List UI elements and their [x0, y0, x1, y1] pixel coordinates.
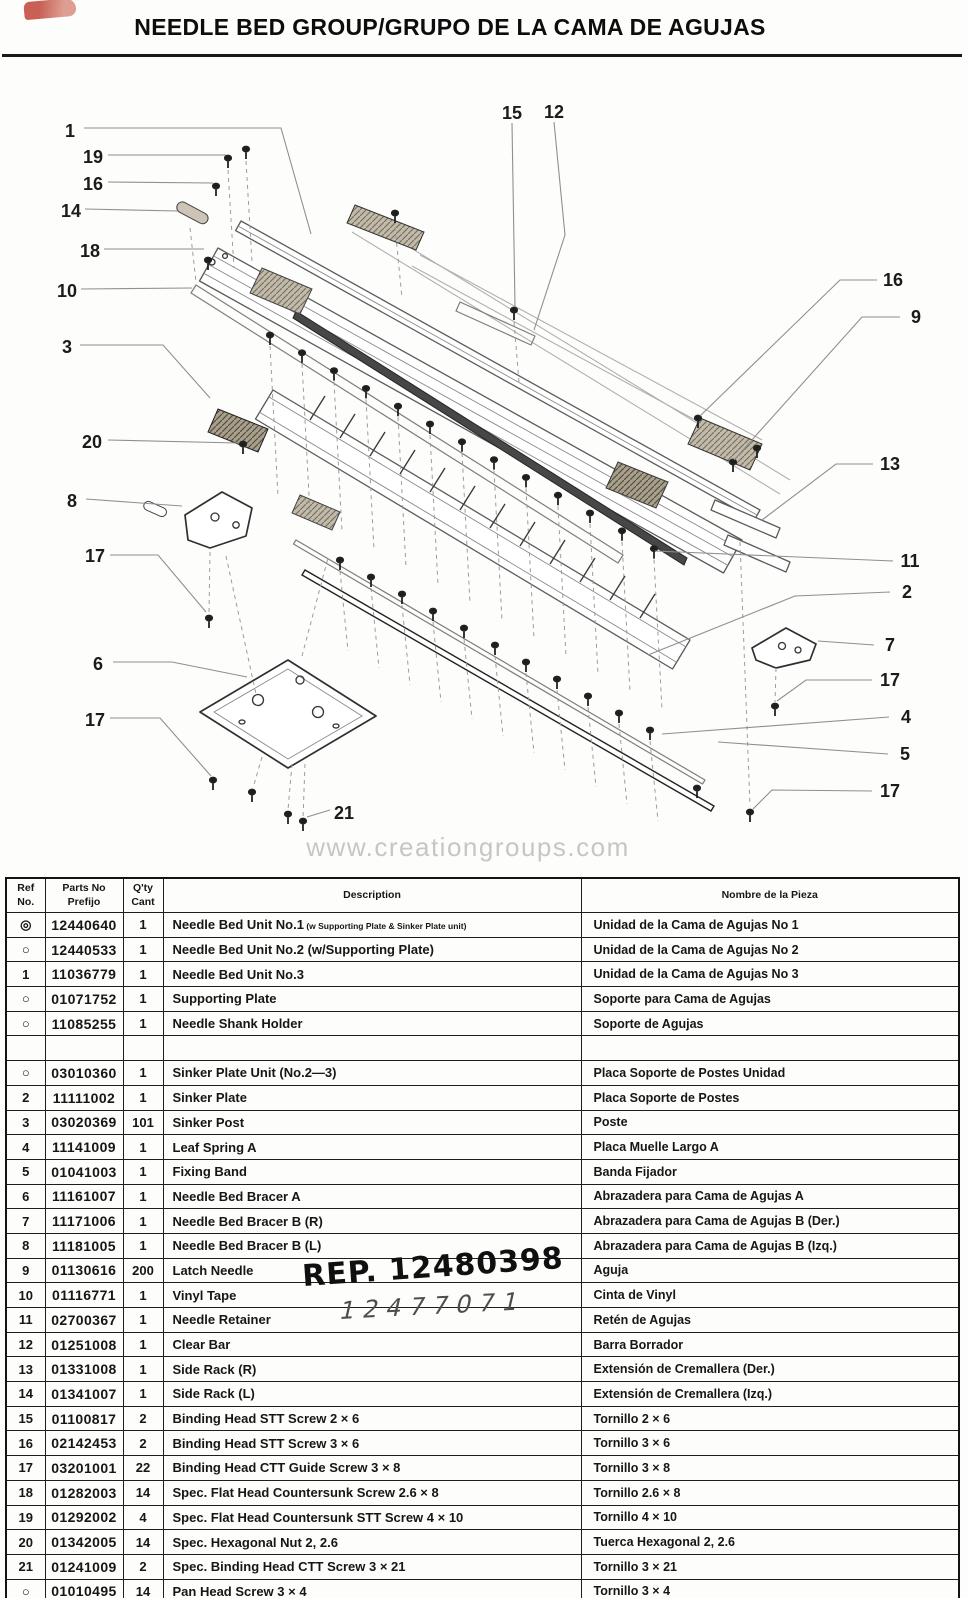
- cell-ref: 13: [6, 1357, 45, 1382]
- assembly-guide-line: [340, 571, 348, 651]
- cell-description: Needle Shank Holder: [163, 1011, 581, 1036]
- cell-ref: ○: [6, 1011, 45, 1036]
- cell-ref: 19: [6, 1505, 45, 1530]
- cell-description: Needle Bed Bracer B (L): [163, 1233, 581, 1258]
- cell-nombre: Tornillo 2.6 × 8: [581, 1480, 959, 1505]
- leader-line: [80, 345, 210, 398]
- table-row: [6, 1011, 959, 1036]
- sinker-plate-unit: [347, 205, 424, 250]
- cell-nombre: Unidad de la Cama de Agujas No 1: [581, 913, 959, 938]
- cell-part-no: 01130616: [45, 1258, 123, 1283]
- cell-qty: 2: [123, 1554, 163, 1579]
- callout-number: 17: [879, 670, 901, 690]
- cell-part-no: 02142453: [45, 1431, 123, 1456]
- cell-nombre: Poste: [581, 1110, 959, 1135]
- cell-part-no: 01331008: [45, 1357, 123, 1382]
- cell-part-no: 11111002: [45, 1085, 123, 1110]
- screw-icon: [619, 528, 625, 541]
- leader-line: [718, 742, 888, 754]
- screw-icon: [267, 332, 273, 345]
- cell-qty: 1: [123, 1159, 163, 1184]
- screw-icon: [772, 704, 778, 717]
- cell-part-no: 11036779: [45, 962, 123, 987]
- cell-nombre: Placa Soporte de Postes: [581, 1085, 959, 1110]
- table-row: [6, 1061, 959, 1086]
- screw-icon: [647, 727, 653, 740]
- cell-ref: ○: [6, 937, 45, 962]
- callout-number: 17: [879, 781, 901, 801]
- screw-icon: [511, 308, 517, 321]
- cell-qty: 22: [123, 1456, 163, 1481]
- screw-icon: [492, 643, 498, 656]
- cell-qty: 1: [123, 1011, 163, 1036]
- cell-description: Sinker Post: [163, 1110, 581, 1135]
- cell-qty: 1: [123, 1332, 163, 1357]
- cell-description: Needle Bed Unit No.3: [163, 962, 581, 987]
- assembly-guide-line: [190, 228, 196, 282]
- cell-qty: 1: [123, 1357, 163, 1382]
- cell-description: Spec. Binding Head CTT Screw 3 × 21: [163, 1554, 581, 1579]
- screw-icon: [554, 677, 560, 690]
- cell-part-no: 03010360: [45, 1061, 123, 1086]
- cell-nombre: Abrazadera para Cama de Agujas A: [581, 1184, 959, 1209]
- leader-line: [110, 718, 211, 776]
- cell-nombre: Tornillo 4 × 10: [581, 1505, 959, 1530]
- cell-ref: 14: [6, 1382, 45, 1407]
- cell-part-no: 01341007: [45, 1382, 123, 1407]
- cell-nombre: Tornillo 2 × 6: [581, 1406, 959, 1431]
- cell-ref: 4: [6, 1135, 45, 1160]
- cell-ref: 6: [6, 1184, 45, 1209]
- cell-description: Fixing Band: [163, 1159, 581, 1184]
- assembly-guide-line: [775, 668, 776, 702]
- latch-needle-pack: [688, 418, 762, 470]
- cell-ref: 17: [6, 1456, 45, 1481]
- callout-number: 2: [901, 582, 913, 602]
- handwritten-note-1: REP. 12480398: [301, 1240, 565, 1295]
- cell-qty: 1: [123, 913, 163, 938]
- table-row: [6, 1209, 959, 1234]
- cell-description: Binding Head STT Screw 3 × 6: [163, 1431, 581, 1456]
- screw-icon: [616, 711, 622, 724]
- cell-part-no: 03020369: [45, 1110, 123, 1135]
- cell-nombre: Soporte de Agujas: [581, 1011, 959, 1036]
- cell-part-no: 12440533: [45, 937, 123, 962]
- screw-icon: [585, 694, 591, 707]
- cell-qty: 1: [123, 1085, 163, 1110]
- watermark: www.creationgroups.com: [306, 832, 630, 862]
- cell-ref: 16: [6, 1431, 45, 1456]
- leader-line: [307, 810, 330, 817]
- table-row: [6, 1554, 959, 1579]
- cell-nombre: Tornillo 3 × 21: [581, 1554, 959, 1579]
- callout-number: 5: [899, 744, 911, 764]
- screw-icon: [206, 616, 212, 629]
- cell-nombre: Barra Borrador: [581, 1332, 959, 1357]
- cell-part-no: 11181005: [45, 1233, 123, 1258]
- leader-line: [753, 790, 872, 809]
- cell-description: Side Rack (L): [163, 1382, 581, 1407]
- table-header: [6, 878, 959, 913]
- header-row: [6, 878, 959, 913]
- cell-description: Needle Retainer: [163, 1308, 581, 1333]
- leader-line: [534, 122, 565, 330]
- callout-number: 17: [84, 710, 106, 730]
- assembly-guide-line: [253, 757, 262, 788]
- cell-nombre: Banda Fijador: [581, 1159, 959, 1184]
- cell-ref: ○: [6, 1061, 45, 1086]
- screw-icon: [459, 439, 465, 452]
- spacer-row: [6, 1036, 959, 1061]
- cell-ref: 1: [6, 962, 45, 987]
- table-row: [6, 1431, 959, 1456]
- screw-icon: [491, 457, 497, 469]
- cell-nombre: Extensión de Cremallera (Der.): [581, 1357, 959, 1382]
- cell-part-no: 01010495: [45, 1579, 123, 1598]
- cell-qty: 14: [123, 1480, 163, 1505]
- cell-qty: 1: [123, 1382, 163, 1407]
- leader-line: [86, 499, 182, 506]
- table-row: [6, 1382, 959, 1407]
- screw-icon: [399, 591, 405, 604]
- empty-cell: [6, 1036, 45, 1061]
- screw-icon: [285, 811, 291, 824]
- description-fineprint: (w Supporting Plate & Sinker Plate unit): [303, 921, 467, 932]
- leader-line: [777, 680, 872, 701]
- screw-icon: [213, 184, 219, 197]
- callout-number: 14: [60, 201, 82, 221]
- cell-part-no: 01251008: [45, 1332, 123, 1357]
- leader-line: [512, 123, 515, 306]
- callout-number: 10: [56, 281, 78, 301]
- cell-part-no: 12440640: [45, 913, 123, 938]
- table-row: [6, 1159, 959, 1184]
- callout-number: 15: [501, 103, 523, 123]
- cell-part-no: 01342005: [45, 1530, 123, 1555]
- cell-part-no: 11161007: [45, 1184, 123, 1209]
- table-row: [6, 937, 959, 962]
- screw-icon: [587, 510, 593, 523]
- bracer-a-plate: [200, 660, 376, 768]
- empty-cell: [581, 1036, 959, 1061]
- leader-line: [110, 555, 206, 612]
- callout-number: 8: [66, 491, 78, 511]
- table-row: [6, 1505, 959, 1530]
- table-row: [6, 1579, 959, 1598]
- callout-number: 3: [61, 337, 73, 357]
- screw-icon: [555, 493, 561, 506]
- callout-number: 17: [84, 546, 106, 566]
- assembly-guide-line: [246, 161, 252, 262]
- fixing-band: [302, 570, 714, 811]
- cell-ref: 18: [6, 1480, 45, 1505]
- cell-part-no: 01041003: [45, 1159, 123, 1184]
- cell-description: Spec. Flat Head Countersunk Screw 2.6 × 8: [163, 1480, 581, 1505]
- cell-nombre: Cinta de Vinyl: [581, 1283, 959, 1308]
- callout-number: 13: [879, 454, 901, 474]
- cell-ref: ○: [6, 1579, 45, 1598]
- screw-icon: [523, 660, 529, 673]
- cell-ref: 9: [6, 1258, 45, 1283]
- cell-part-no: 01241009: [45, 1554, 123, 1579]
- cell-nombre: Tornillo 3 × 4: [581, 1579, 959, 1598]
- cell-nombre: Placa Soporte de Postes Unidad: [581, 1061, 959, 1086]
- cell-description: Spec. Hexagonal Nut 2, 2.6: [163, 1530, 581, 1555]
- cell-ref: 5: [6, 1159, 45, 1184]
- cell-nombre: Placa Muelle Largo A: [581, 1135, 959, 1160]
- table-row: [6, 1456, 959, 1481]
- table-row: [6, 1530, 959, 1555]
- screw-icon: [747, 810, 753, 823]
- callout-number: 21: [333, 803, 355, 823]
- cell-ref: 21: [6, 1554, 45, 1579]
- cell-part-no: 11141009: [45, 1135, 123, 1160]
- cell-qty: 1: [123, 1135, 163, 1160]
- cell-part-no: 01282003: [45, 1480, 123, 1505]
- cell-part-no: 03201001: [45, 1456, 123, 1481]
- cell-qty: 1: [123, 1184, 163, 1209]
- cell-nombre: Tornillo 3 × 8: [581, 1456, 959, 1481]
- cell-qty: 1: [123, 1233, 163, 1258]
- cell-qty: 2: [123, 1431, 163, 1456]
- cell-description: Binding Head CTT Guide Screw 3 × 8: [163, 1456, 581, 1481]
- assembly-guide-line: [464, 639, 472, 719]
- cell-nombre: Extensión de Cremallera (Izq.): [581, 1382, 959, 1407]
- empty-cell: [163, 1036, 581, 1061]
- callout-number: 4: [900, 707, 912, 727]
- cell-nombre: Aguja: [581, 1258, 959, 1283]
- cell-qty: 1: [123, 1061, 163, 1086]
- parts-list: [5, 877, 960, 1598]
- assembly-guide-line: [209, 552, 210, 614]
- table-row: [6, 987, 959, 1012]
- cell-description: Leaf Spring A: [163, 1135, 581, 1160]
- cell-description: Sinker Plate Unit (No.2—3): [163, 1061, 581, 1086]
- cell-qty: 1: [123, 1283, 163, 1308]
- cell-ref: ○: [6, 987, 45, 1012]
- cell-part-no: 01116771: [45, 1283, 123, 1308]
- callout-number: 16: [882, 270, 904, 290]
- callout-number: 18: [79, 241, 101, 261]
- assembly-guide-line: [288, 764, 292, 810]
- table-row: [6, 962, 959, 987]
- callout-number: 7: [884, 635, 896, 655]
- empty-cell: [45, 1036, 123, 1061]
- callout-number: 20: [81, 432, 103, 452]
- cell-part-no: 02700367: [45, 1308, 123, 1333]
- cell-qty: 1: [123, 962, 163, 987]
- screw-icon: [299, 350, 305, 363]
- screw-icon: [730, 460, 736, 473]
- screw-icon: [225, 156, 231, 169]
- cell-ref: 3: [6, 1110, 45, 1135]
- cell-qty: 200: [123, 1258, 163, 1283]
- cell-description: Binding Head STT Screw 2 × 6: [163, 1406, 581, 1431]
- cell-qty: 101: [123, 1110, 163, 1135]
- cell-part-no: 01071752: [45, 987, 123, 1012]
- header-ref: Ref No.: [6, 878, 45, 913]
- cell-nombre: Retén de Agujas: [581, 1308, 959, 1333]
- handwritten-note-2: 12477071: [336, 1286, 530, 1326]
- screw-icon: [300, 818, 306, 831]
- cell-qty: 14: [123, 1579, 163, 1598]
- cell-nombre: Unidad de la Cama de Agujas No 3: [581, 962, 959, 987]
- screw-icon: [363, 386, 369, 399]
- empty-cell: [123, 1036, 163, 1061]
- assembly-guide-line: [433, 622, 441, 702]
- cell-nombre: Soporte para Cama de Agujas: [581, 987, 959, 1012]
- page-title: NEEDLE BED GROUP/GRUPO DE LA CAMA DE AGUJAS: [134, 14, 766, 40]
- screw-icon: [240, 442, 246, 455]
- leader-line: [818, 641, 874, 645]
- cell-nombre: Tuerca Hexagonal 2, 2.6: [581, 1530, 959, 1555]
- cell-ref: 15: [6, 1406, 45, 1431]
- header-parts-no: Parts No Prefijo: [45, 878, 123, 913]
- cell-qty: 1: [123, 987, 163, 1012]
- callout-number: 9: [910, 307, 922, 327]
- cell-ref: 10: [6, 1283, 45, 1308]
- assembly-guide-line: [650, 741, 658, 821]
- table-row: [6, 1357, 959, 1382]
- cell-part-no: 11085255: [45, 1011, 123, 1036]
- cell-part-no: 01100817: [45, 1406, 123, 1431]
- leader-line: [662, 717, 889, 734]
- bracer-b-right: [752, 628, 816, 668]
- cell-ref: 7: [6, 1209, 45, 1234]
- cell-description: Spec. Flat Head Countersunk STT Screw 4 × 10: [163, 1505, 581, 1530]
- callout-number: 6: [92, 654, 104, 674]
- cell-ref: 11: [6, 1308, 45, 1333]
- table-row: [6, 1085, 959, 1110]
- cell-nombre: Unidad de la Cama de Agujas No 2: [581, 937, 959, 962]
- leader-line: [700, 280, 877, 416]
- table-row: [6, 1110, 959, 1135]
- cell-ref: 12: [6, 1332, 45, 1357]
- leader-line: [762, 464, 873, 520]
- callout-number: 1: [64, 121, 76, 141]
- callout-number: 11: [900, 551, 920, 571]
- header-description: Description: [163, 878, 581, 913]
- cell-qty: 1: [123, 1209, 163, 1234]
- cell-description: Needle Bed Unit No.2 (w/Supporting Plate): [163, 937, 581, 962]
- parts-table: [5, 877, 960, 1598]
- cell-nombre: Abrazadera para Cama de Agujas B (Izq.): [581, 1233, 959, 1258]
- leader-line: [81, 288, 192, 289]
- cell-description: Clear Bar: [163, 1332, 581, 1357]
- table-row: [6, 1480, 959, 1505]
- table-row: [6, 1406, 959, 1431]
- header-nombre: Nombre de la Pieza: [581, 878, 959, 913]
- cell-description: Needle Bed Bracer B (R): [163, 1209, 581, 1234]
- cell-description: Supporting Plate: [163, 987, 581, 1012]
- assembly-guide-line: [495, 656, 503, 736]
- screw-icon: [651, 546, 657, 559]
- cell-qty: 1: [123, 1308, 163, 1333]
- screw-icon: [243, 147, 249, 160]
- screw-icon: [210, 778, 216, 791]
- table-row: [6, 1135, 959, 1160]
- cell-ref: ◎: [6, 913, 45, 938]
- screw-icon: [249, 790, 255, 802]
- cell-ref: 8: [6, 1233, 45, 1258]
- screw-icon: [523, 475, 529, 488]
- rail-detail-line: [238, 226, 757, 515]
- plate-detail-line: [260, 412, 677, 662]
- table-row: [6, 1184, 959, 1209]
- callout-number: 16: [82, 174, 104, 194]
- leader-line: [108, 440, 238, 443]
- cell-description: Needle Bed Unit No.1 (w Supporting Plate & Sinker Plate unit): [163, 913, 581, 938]
- cell-ref: 2: [6, 1085, 45, 1110]
- screw-icon: [337, 557, 343, 570]
- header-qty: Q'ty Cant: [123, 878, 163, 913]
- side-rack-pin: [175, 200, 210, 226]
- cell-description: Side Rack (R): [163, 1357, 581, 1382]
- table-row: [6, 913, 959, 938]
- bracer-pin: [142, 500, 168, 518]
- cell-description: Vinyl Tape: [163, 1283, 581, 1308]
- callout-number: 12: [543, 102, 565, 122]
- cell-part-no: 11171006: [45, 1209, 123, 1234]
- leader-line: [113, 662, 247, 677]
- cell-description: Latch Needle: [163, 1258, 581, 1283]
- cell-qty: 2: [123, 1406, 163, 1431]
- assembly-guide-line: [228, 170, 234, 268]
- cell-nombre: Tornillo 3 × 6: [581, 1431, 959, 1456]
- table-row: [6, 1332, 959, 1357]
- cell-description: Pan Head Screw 3 × 4: [163, 1579, 581, 1598]
- clear-bar: [456, 302, 535, 345]
- screw-icon: [461, 626, 467, 639]
- cell-description: Sinker Plate: [163, 1085, 581, 1110]
- callout-number: 19: [82, 147, 104, 167]
- leader-line: [85, 209, 178, 211]
- cell-qty: 4: [123, 1505, 163, 1530]
- assembly-guide-line: [402, 605, 410, 685]
- cell-nombre: Abrazadera para Cama de Agujas B (Der.): [581, 1209, 959, 1234]
- cell-qty: 14: [123, 1530, 163, 1555]
- cell-description: Needle Bed Bracer A: [163, 1184, 581, 1209]
- cell-part-no: 01292002: [45, 1505, 123, 1530]
- assembly-guide-line: [740, 542, 750, 806]
- cell-ref: 20: [6, 1530, 45, 1555]
- assembly-guide-line: [303, 764, 305, 818]
- needle-pack-small: [292, 495, 340, 530]
- assembly-guide-line: [371, 588, 379, 668]
- cell-qty: 1: [123, 937, 163, 962]
- leader-line: [108, 182, 213, 183]
